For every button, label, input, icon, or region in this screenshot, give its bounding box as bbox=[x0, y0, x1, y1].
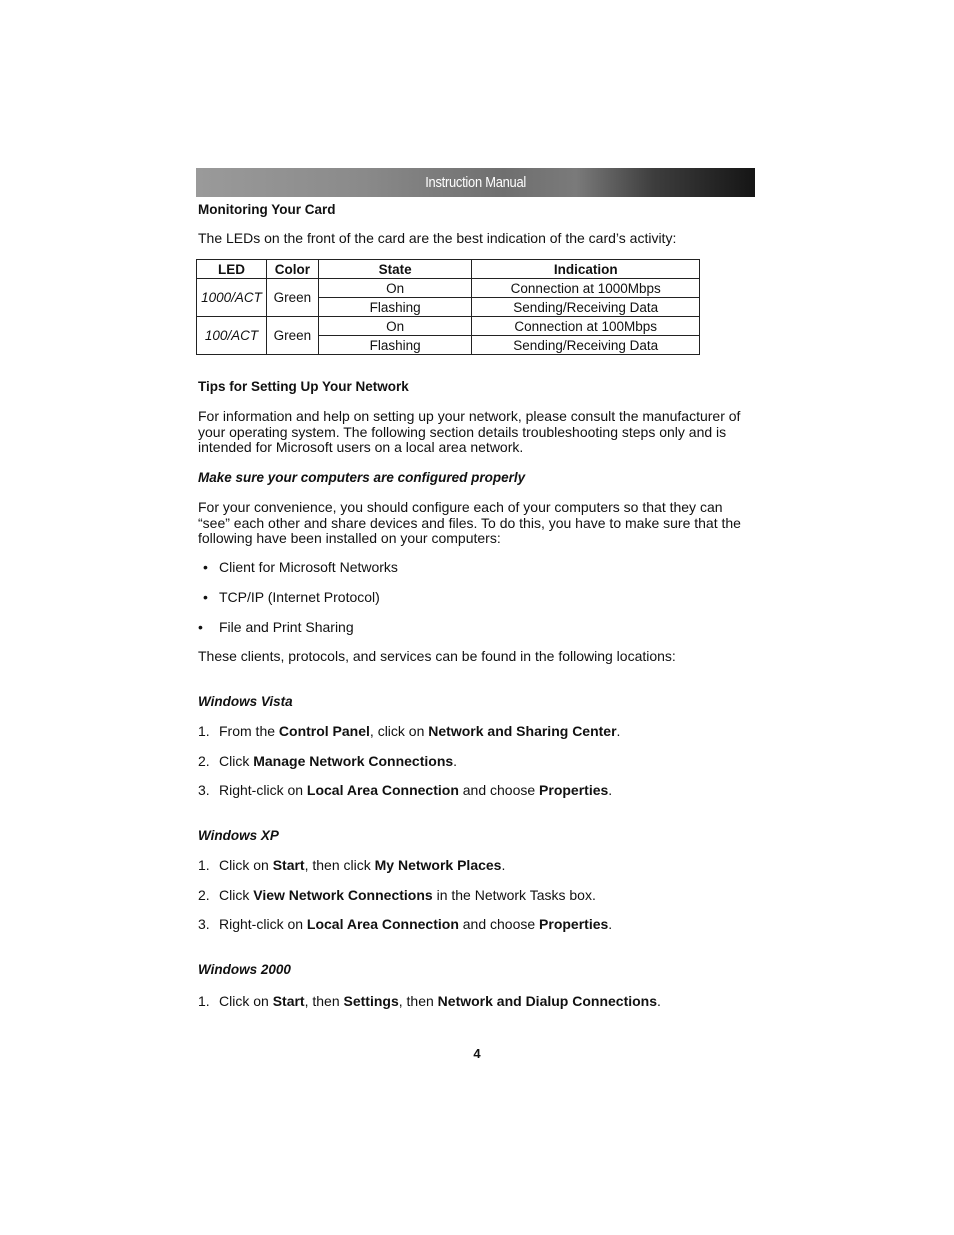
column-header: LED bbox=[197, 260, 267, 279]
settings-label: Settings bbox=[343, 993, 399, 1009]
bullet-icon: • bbox=[203, 559, 208, 575]
bullet-icon: • bbox=[203, 589, 208, 605]
list-item-text: Client for Microsoft Networks bbox=[219, 559, 398, 575]
xp-step-2: 2. Click View Network Connections in the Network Tasks box. bbox=[198, 887, 596, 903]
properties-label: Properties bbox=[539, 916, 609, 932]
text-line: your operating system. The following section details troubleshooting steps only and is bbox=[198, 423, 727, 440]
indication-cell: Sending/Receiving Data bbox=[472, 298, 700, 317]
vista-heading: Windows Vista bbox=[198, 694, 293, 709]
properties-label: Properties bbox=[539, 782, 609, 798]
table-row bbox=[197, 279, 700, 298]
text-line: For your convenience, you should configure each of your computers so that they can bbox=[198, 499, 723, 515]
text-line: For information and help on setting up your network, please consult the manufacturer of bbox=[198, 408, 741, 424]
indication-cell: Connection at 1000Mbps bbox=[472, 279, 700, 298]
color-cell: Green bbox=[266, 279, 318, 317]
indication-cell: Sending/Receiving Data bbox=[472, 336, 700, 355]
vista-step-3: 3. Right-click on Local Area Connection and choose Properties. bbox=[198, 782, 613, 798]
table-header-row bbox=[197, 260, 700, 279]
state-cell: On bbox=[318, 317, 472, 336]
view-network-connections-label: View Network Connections bbox=[253, 887, 433, 903]
list-item bbox=[203, 590, 380, 605]
monitoring-heading: Monitoring Your Card bbox=[198, 202, 336, 217]
tips-heading: Tips for Setting Up Your Network bbox=[198, 379, 409, 394]
start-label: Start bbox=[272, 857, 305, 873]
start-label: Start bbox=[272, 993, 305, 1009]
w2000-step-1: 1. Click on Start, then Settings, then Network and Dialup Connections. bbox=[198, 993, 661, 1009]
text-line: “see” each other and share devices and files. To do this, you have to make sure that the bbox=[198, 514, 741, 531]
local-area-connection-label: Local Area Connection bbox=[306, 782, 459, 798]
xp-step-3: 3. Right-click on Local Area Connection and choose Properties. bbox=[198, 916, 613, 932]
vista-step-2: 2. Click Manage Network Connections. bbox=[198, 753, 458, 769]
column-header: Indication bbox=[472, 260, 700, 279]
locations-paragraph: These clients, protocols, and services can be found in the following locations: bbox=[198, 648, 676, 664]
bullet-icon: • bbox=[198, 619, 203, 635]
list-item bbox=[203, 560, 398, 575]
xp-heading: Windows XP bbox=[198, 828, 279, 843]
w2000-heading: Windows 2000 bbox=[198, 962, 291, 977]
color-cell: Green bbox=[266, 317, 318, 355]
xp-step-1: 1. Click on Start, then click My Network Places. bbox=[198, 857, 506, 873]
vista-step-1: 1. From the Control Panel, click on Network and Sharing Center. bbox=[198, 723, 621, 739]
monitoring-intro: The LEDs on the front of the card are the best indication of the card’s activity: bbox=[198, 230, 677, 246]
my-network-places-label: My Network Places bbox=[374, 857, 502, 873]
table-row bbox=[197, 317, 700, 336]
text-line: intended for Microsoft users on a local area network. bbox=[198, 439, 524, 455]
led-cell: 100/ACT bbox=[197, 317, 267, 355]
state-cell: Flashing bbox=[318, 336, 472, 355]
network-sharing-center-label: Network and Sharing Center bbox=[428, 723, 617, 739]
column-header: Color bbox=[266, 260, 318, 279]
list-item bbox=[198, 620, 354, 635]
led-table bbox=[196, 259, 700, 355]
local-area-connection-label: Local Area Connection bbox=[306, 916, 459, 932]
led-cell: 1000/ACT bbox=[197, 279, 267, 317]
header-bar bbox=[196, 168, 755, 197]
tips-paragraph bbox=[198, 409, 750, 456]
list-item-text: File and Print Sharing bbox=[219, 619, 354, 635]
control-panel-label: Control Panel bbox=[278, 723, 370, 739]
state-cell: On bbox=[318, 279, 472, 298]
text-line: following have been installed on your computers: bbox=[198, 530, 501, 546]
page-number: 4 bbox=[473, 1046, 481, 1061]
header-title: Instruction Manual bbox=[425, 174, 526, 191]
network-dialup-connections-label: Network and Dialup Connections bbox=[437, 993, 658, 1009]
list-item-text: TCP/IP (Internet Protocol) bbox=[219, 589, 380, 605]
state-cell: Flashing bbox=[318, 298, 472, 317]
manage-network-connections-label: Manage Network Connections bbox=[253, 753, 454, 769]
column-header: State bbox=[318, 260, 472, 279]
indication-cell: Connection at 100Mbps bbox=[472, 317, 700, 336]
configure-subheading: Make sure your computers are configured properly bbox=[198, 470, 526, 485]
configure-paragraph bbox=[198, 500, 750, 547]
